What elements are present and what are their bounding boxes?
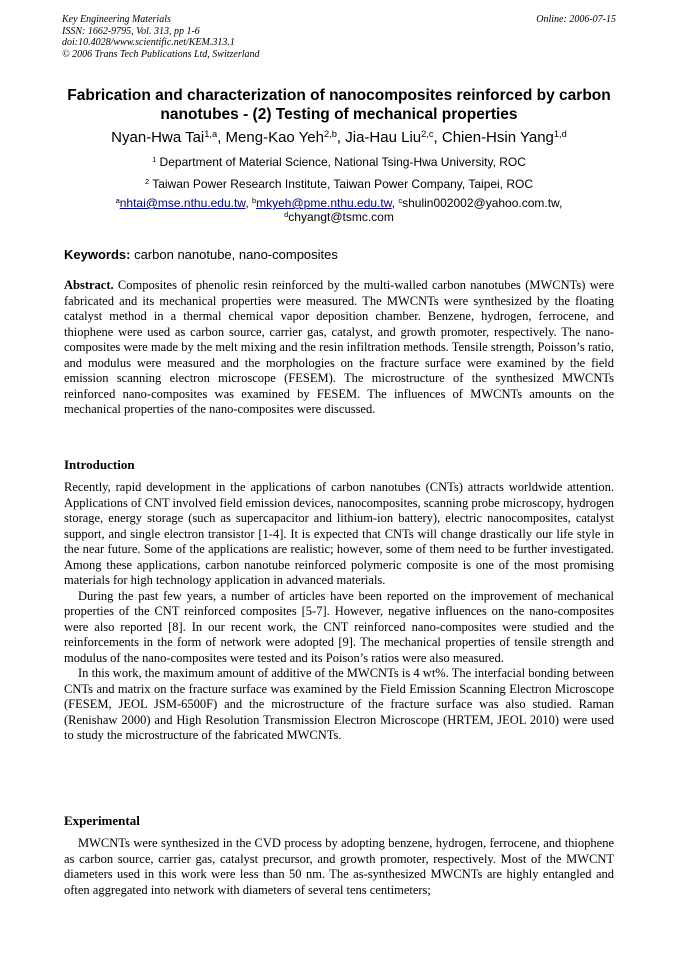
doi-line: doi:10.4028/www.scientific.net/KEM.313.1	[62, 37, 235, 48]
author-affiliation-mark: 2,b	[323, 128, 337, 139]
email-mark: d	[284, 209, 289, 219]
introduction-paragraph-2: During the past few years, a number of articles have been reported on the improvement of mechanical properties of the CNT reinforced composites [5-7]. However, negative influences on the nano-composites were also reported [8]. In our recent work, the CNT reinforced nano-composites were studied and the reinforcements in the form of network were adopted [9]. The mechanical properties of tensile strength and modulus of the nano-composites were tested and its Poison’s ratios were also measured.	[64, 588, 614, 665]
experimental-paragraph-1: MWCNTs were synthesized in the CVD process by adopting benzene, hydrogen, ferrocene, and thiophene as carbon source, carrier gas, catalyst precursor, and growth promoter, respectively. Most of the MWCNT diameters used in this work were less than 50 nm. The as-synthesized MWCNTs are highly entangled and often aggregated into network with diameters of several tens centimeters;	[64, 836, 614, 897]
keywords	[64, 247, 614, 263]
experimental-body	[64, 836, 614, 898]
affiliation-2	[40, 177, 638, 191]
introduction-paragraph-1: Recently, rapid development in the applications of carbon nanotubes (CNTs) attracts worldwide attention. Applications of CNT involved field emission devices, nanocomposites, scanning probe microscopy, hydrogen storage, energy storage (such as supercapacitor and lithium-ion battery), electric nanocomposites, catalyst support, and single electron transistor [1-4]. It is expected that CNTs will change drastically our life style in the near future. Some of the applications are realistic; however, some of them need to be further investigated. Among these applications, carbon nanotube reinforced polymeric composite is one of the most promising materials for high technology application in advanced materials.	[64, 480, 614, 587]
author-separator: ,	[336, 129, 346, 146]
author-affiliation-mark: 2,c	[421, 128, 434, 139]
keywords-text: carbon nanotube, nano-composites	[130, 247, 338, 262]
author-list	[40, 128, 638, 147]
email-mark: b	[251, 195, 257, 205]
author-affiliation-mark: 1,d	[553, 128, 567, 139]
abstract-label: Abstract.	[64, 278, 114, 292]
author-name: Chien-Hsin Yang	[441, 129, 554, 146]
affiliation-text: Taiwan Power Research Institute, Taiwan Power Company, Taipei, ROC	[149, 177, 534, 191]
affiliation-text: Department of Material Science, National Tsing-Hwa University, ROC	[156, 155, 526, 169]
affiliation-mark: 1	[152, 154, 157, 164]
email-c: shulin002002@yahoo.com.tw,	[402, 196, 563, 210]
author-affiliation-mark: 1,a	[204, 128, 218, 139]
experimental-heading: Experimental	[64, 813, 140, 828]
email-separator: ,	[245, 196, 252, 210]
author-separator: ,	[217, 129, 226, 146]
abstract-text: Composites of phenolic resin reinforced by the multi-walled carbon nanotubes (MWCNTs) were fabricated and its mechanical properties were measured. The MWCNTs were synthesized by the floating catalyst method in a thermal chemical vapor deposition chamber. Benzene, hydrogen, ferrocene, and thiophene were used as carbon source, carrier gas, catalyst, and growth promoter, respectively. The nano-composites were made by the melt mixing and the resin infiltration methods. Tensile strength, Poisson’s ratio, and modulus were measured and the morphologies on the fracture surface were examined by the field emission scanning electron microscope (FESEM). The microstructure of the synthesized MWCNTs reinforced nano-composites was examined by FESEM. The influences of MWCNTs amounts on the mechanical properties of the nano-composites were discussed.	[64, 278, 614, 416]
affiliation-1	[40, 155, 638, 169]
email-d: chyangt@tsmc.com	[288, 210, 394, 224]
author-name: Jia-Hau Liu	[345, 129, 422, 146]
email-mark: a	[115, 195, 120, 205]
keywords-label: Keywords:	[64, 247, 131, 262]
email-link-a[interactable]: nhtai@mse.nthu.edu.tw	[119, 196, 246, 210]
email-mark: c	[398, 195, 403, 205]
journal-header	[62, 14, 616, 60]
email-list	[40, 196, 638, 224]
issn-line: ISSN: 1662-9795, Vol. 313, pp 1-6	[62, 25, 200, 37]
abstract	[64, 278, 614, 418]
introduction-body	[64, 480, 614, 744]
journal-name: Key Engineering Materials	[62, 14, 171, 25]
affiliation-mark: 2	[144, 176, 150, 186]
online-date: Online: 2006-07-15	[536, 14, 616, 25]
email-link-b[interactable]: mkyeh@pme.nthu.edu.tw	[256, 196, 392, 210]
author-name: Nyan-Hwa Tai	[111, 129, 205, 146]
introduction-heading: Introduction	[64, 457, 135, 472]
author-name: Meng-Kao Yeh	[225, 129, 324, 146]
paper-title: Fabrication and characterization of nanocomposites reinforced by carbon nanotubes - (2) Testing of mechanical properties	[67, 87, 611, 123]
author-separator: ,	[433, 129, 442, 146]
copyright-line: © 2006 Trans Tech Publications Ltd, Switzerland	[62, 48, 260, 60]
email-separator: ,	[391, 196, 399, 210]
introduction-paragraph-3: In this work, the maximum amount of additive of the MWCNTs is 4 wt%. The interfacial bonding between CNTs and matrix on the fracture surface was examined by the Field Emission Scanning Electron Microscope (FESEM, JEOL JSM-6500F) and the microstructure of the fracture surface was also studied. Raman (Renishaw 2000) and High Resolution Transmission Electron Microscope (HRTEM, JEOL 2010) were used to study the microstructure of the fabricated MWCNTs.	[64, 666, 614, 742]
